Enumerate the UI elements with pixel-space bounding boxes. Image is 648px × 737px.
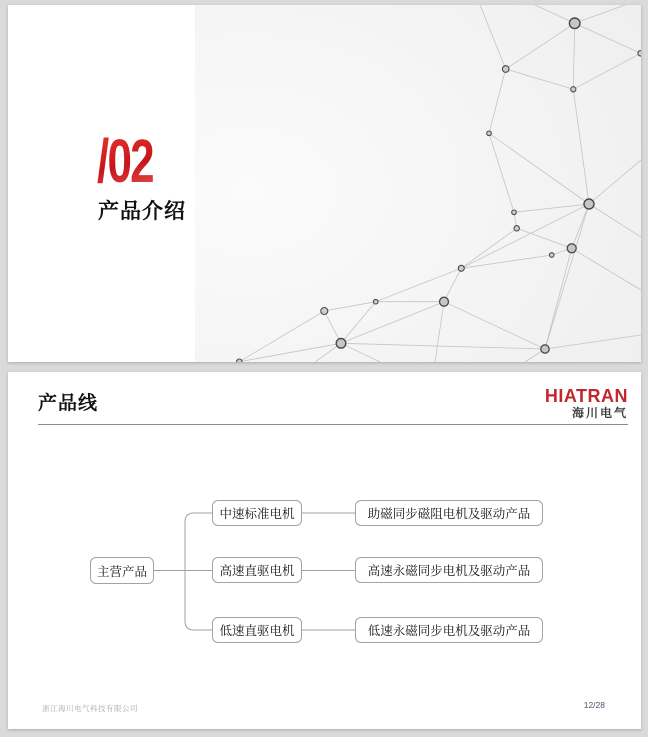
section-title: 产品介绍 <box>98 200 186 223</box>
section-number: /02 <box>97 127 153 196</box>
diagram-product-box-3: 低速永磁同步电机及驱动产品 <box>355 617 543 643</box>
diagram-category-box-2: 高速直驱电机 <box>212 557 302 583</box>
page-title: 产品线 <box>38 393 99 414</box>
diagram-product-box-1: 助磁同步磁阻电机及驱动产品 <box>355 500 543 526</box>
network-mesh-graphic <box>195 5 641 362</box>
cover-background-panel <box>195 5 641 362</box>
product-line-diagram <box>8 372 641 729</box>
diagram-category-box-3: 低速直驱电机 <box>212 617 302 643</box>
diagram-root-box: 主营产品 <box>90 557 154 584</box>
footer-page-number: 12/28 <box>583 700 605 710</box>
diagram-product-box-2: 高速永磁同步电机及驱动产品 <box>355 557 543 583</box>
diagram-connectors <box>8 372 641 729</box>
logo-brand-text: HIATRAN <box>544 386 628 406</box>
footer-company-name: 浙江海川电气科技有限公司 <box>42 704 138 713</box>
diagram-category-box-1: 中速标准电机 <box>212 500 302 526</box>
slide-product-line[interactable] <box>8 372 641 729</box>
slide-cover[interactable] <box>8 5 641 362</box>
logo-brand-cn-text: 海川电气 <box>571 405 628 420</box>
